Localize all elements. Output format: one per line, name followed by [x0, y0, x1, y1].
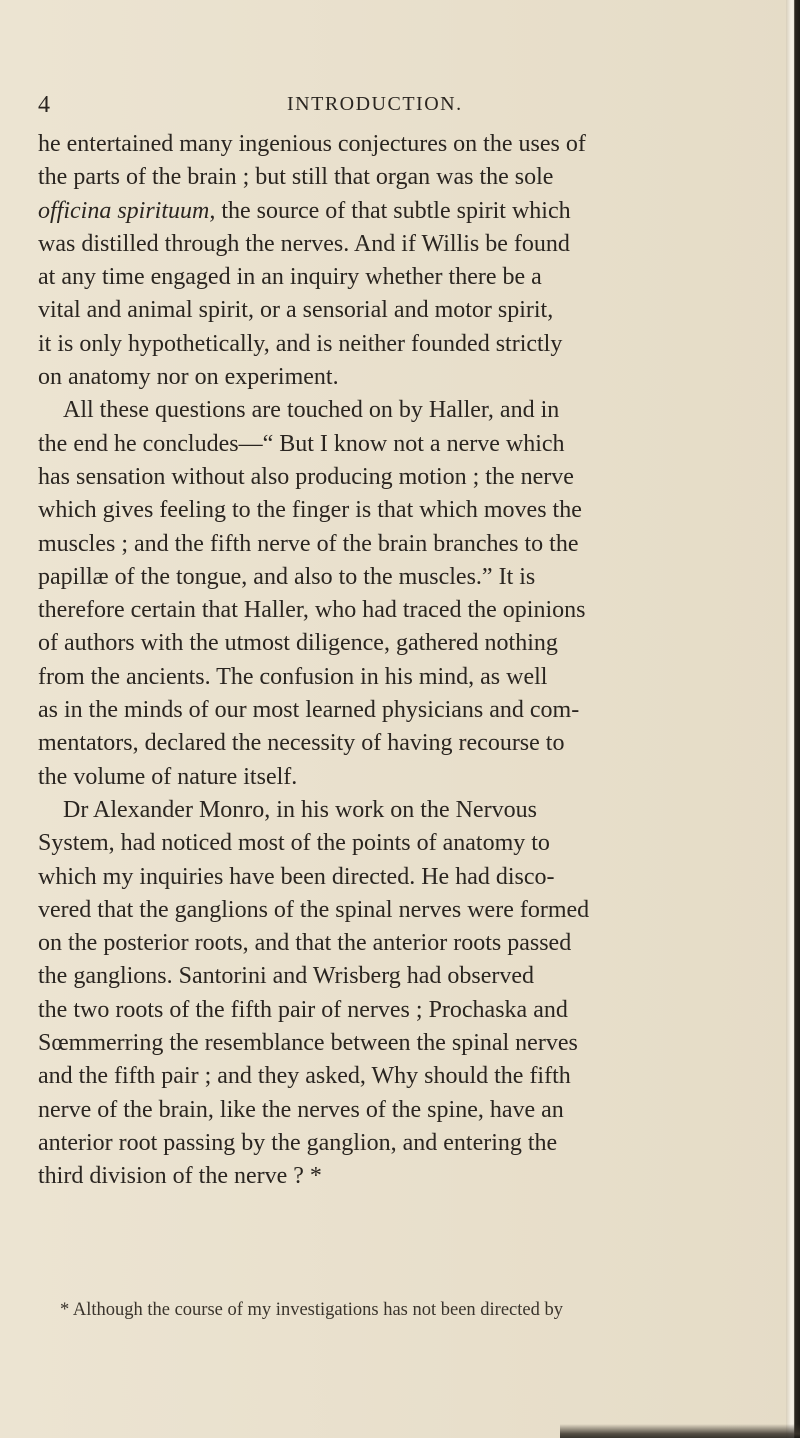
text-line: the volume of nature itself.: [38, 763, 298, 790]
text-line: was distilled through the nerves. And if Willis be found: [38, 230, 570, 257]
text-line: which gives feeling to the finger is that which moves the: [38, 497, 582, 524]
text-line: third division of the nerve ? *: [38, 1163, 322, 1190]
page-bottom-shadow: [560, 1424, 800, 1438]
text-line: has sensation without also producing motion ; the nerve: [38, 463, 574, 490]
text-line: of authors with the utmost diligence, gathered nothing: [38, 630, 558, 657]
text-line: the ganglions. Santorini and Wrisberg had observed: [38, 963, 535, 990]
text-line: the parts of the brain ; but still that organ was the sole: [38, 164, 554, 191]
paragraph-start-line: Dr Alexander Monro, in his work on the Nervous: [63, 796, 537, 823]
text-line: Sœmmerring the resemblance between the spinal nerves: [38, 1030, 578, 1057]
text-line: vital and animal spirit, or a sensorial and motor spirit,: [38, 297, 554, 324]
text-line: the end he concludes—“ But I know not a nerve which: [38, 430, 565, 457]
text-line: on the posterior roots, and that the anterior roots passed: [38, 930, 572, 957]
text-line: nerve of the brain, like the nerves of the spine, have an: [38, 1096, 564, 1123]
text-line: muscles ; and the fifth nerve of the brain branches to the: [38, 530, 579, 557]
paragraph-start-line: All these questions are touched on by Haller, and in: [63, 397, 560, 424]
text-line: [38, 195, 778, 228]
running-head: INTRODUCTION.: [287, 93, 463, 115]
text-line: as in the minds of our most learned physicians and com-: [38, 697, 580, 724]
text-line: System, had noticed most of the points of anatomy to: [38, 830, 550, 857]
text-line: papillæ of the tongue, and also to the muscles.” It is: [38, 563, 536, 590]
text-line: anterior root passing by the ganglion, and entering the: [38, 1129, 558, 1156]
text-line: it is only hypothetically, and is neither founded strictly: [38, 330, 563, 357]
page-number: 4: [38, 92, 50, 118]
text-line: vered that the ganglions of the spinal nerves were formed: [38, 896, 590, 923]
text-line: from the ancients. The confusion in his mind, as well: [38, 663, 548, 690]
page-edge-shadow: [786, 0, 800, 1438]
page-header: [38, 92, 778, 122]
text-line: he entertained many ingenious conjectures on the uses of: [38, 131, 586, 157]
text-line: and the fifth pair ; and they asked, Why should the fifth: [38, 1063, 571, 1090]
text-line: mentators, declared the necessity of having recourse to: [38, 730, 565, 757]
text-line-rest: the source of that subtle spirit which: [215, 197, 571, 224]
text-line: the two roots of the fifth pair of nerves ; Prochaska and: [38, 996, 568, 1023]
footnote: * Although the course of my investigations has not been directed by: [60, 1300, 563, 1320]
text-line: which my inquiries have been directed. He had disco-: [38, 863, 555, 890]
text-line: at any time engaged in an inquiry whether there be a: [38, 264, 542, 291]
text-line: therefore certain that Haller, who had traced the opinions: [38, 597, 586, 624]
body-text: [38, 128, 778, 1194]
text-line: on anatomy nor on experiment.: [38, 364, 339, 391]
italic-phrase: officina spirituum,: [38, 197, 216, 224]
